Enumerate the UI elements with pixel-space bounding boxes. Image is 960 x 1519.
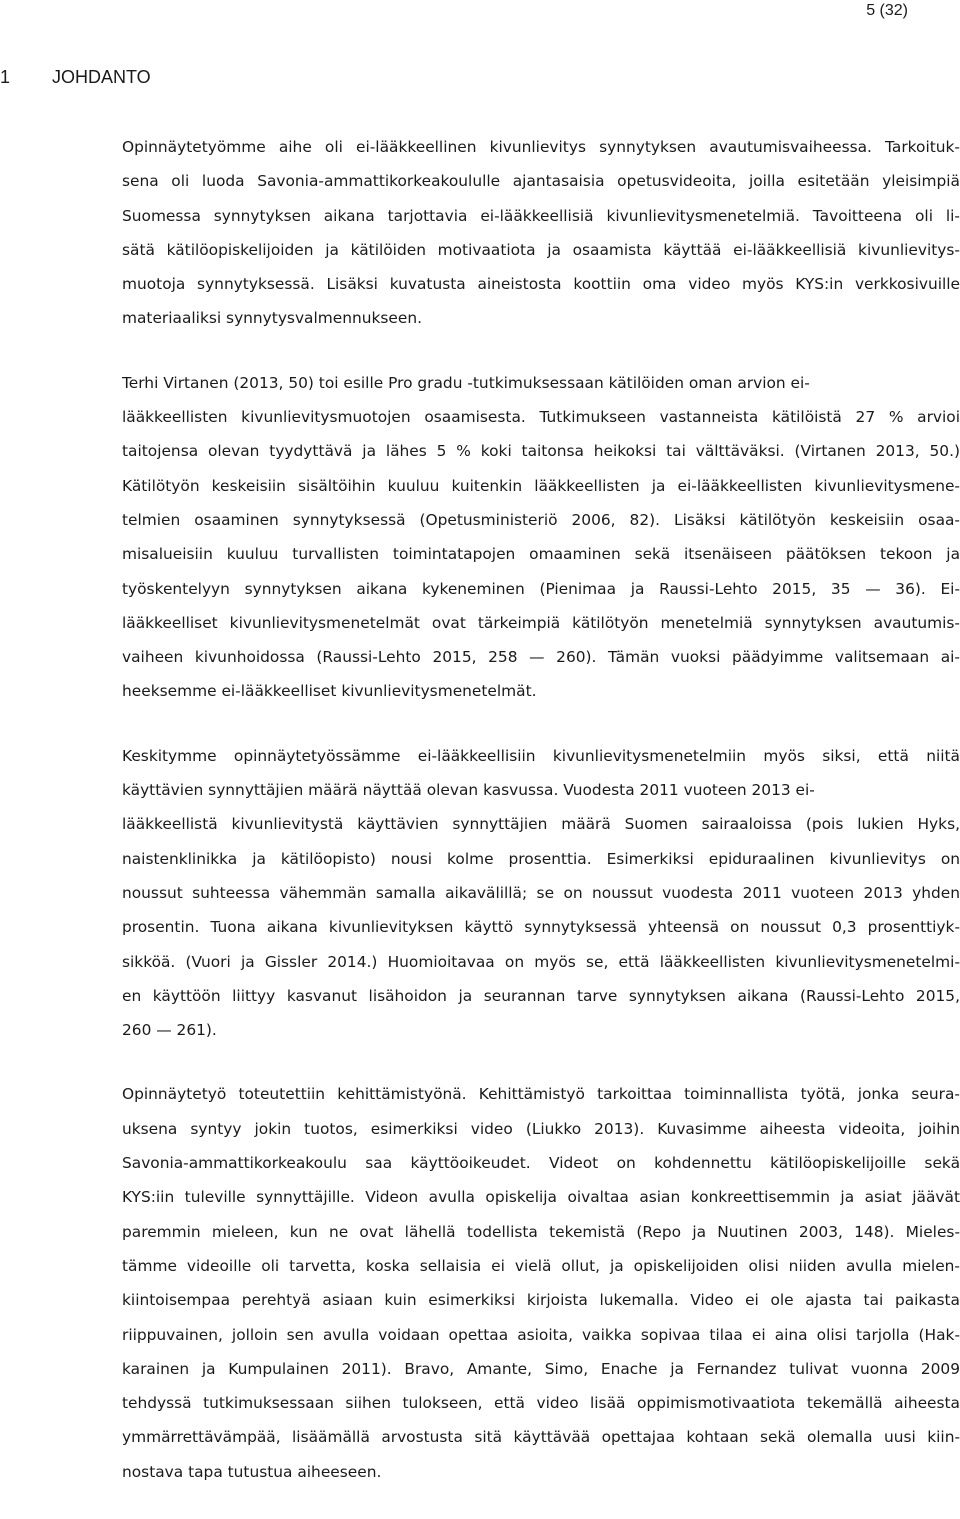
text-line: kiintoisempaa perehtyä asiaan kuin esimerkiksi kirjoista lukemalla. Video ei ole ajasta tai paikasta bbox=[122, 1291, 960, 1310]
text-line: Savonia-ammattikorkeakoulu saa käyttöoikeudet. Videot on kohdennettu kätilöopiskelijoille sekä bbox=[122, 1154, 960, 1173]
text-line: tämme videoille oli tarvetta, koska sellaisia ei vielä ollut, ja opiskelijoiden olisi niiden avulla mielen- bbox=[122, 1256, 960, 1275]
text-line: sena oli luoda Savonia-ammattikorkeakoululle ajantasaisia opetusvideoita, joilla esitetään yleisimpiä bbox=[122, 172, 960, 191]
text-line: karainen ja Kumpulainen 2011). Bravo, Amante, Simo, Enache ja Fernandez tulivat vuonna 2009 bbox=[122, 1359, 960, 1378]
text-line: Suomessa synnytyksen aikana tarjottavia ei-lääkkeellisiä kivunlievitysmenetelmiä. Tavoitteena oli li- bbox=[122, 206, 960, 225]
text-line: heeksemme ei-lääkkeelliset kivunlievitysmenetelmät. bbox=[122, 682, 537, 701]
text-line: taitojensa olevan tyydyttävä ja lähes 5 % koki taitonsa heikoksi tai välttäväksi. (Virtanen 2013, 50.) bbox=[122, 442, 960, 461]
text-line: Keskitymme opinnäytetyössämme ei-lääkkeellisiin kivunlievitysmenetelmiin myös siksi, että niitä bbox=[122, 746, 960, 765]
page-number: 5 (32) bbox=[866, 2, 908, 19]
chapter-heading bbox=[0, 65, 151, 89]
paragraph bbox=[122, 739, 960, 1048]
text-line: Opinnäytetyö toteutettiin kehittämistyönä. Kehittämistyö tarkoittaa toiminnallista työtä, jonka seura- bbox=[122, 1085, 960, 1104]
text-line: sätä kätilöopiskelijoiden ja kätilöiden motivaatiota ja osaamista käyttää ei-lääkkeellisiä kivunlievitys- bbox=[122, 240, 960, 259]
text-line: käyttävien synnyttäjien määrä näyttää olevan kasvussa. Vuodesta 2011 vuoteen 2013 ei- bbox=[122, 781, 815, 800]
text-line: ymmärrettävämpää, lisäämällä arvostusta sitä käyttävää opettajaa kohtaan sekä olemalla uusi kiin- bbox=[122, 1428, 960, 1447]
paragraph bbox=[122, 366, 960, 709]
text-line: nostava tapa tutustua aiheeseen. bbox=[122, 1462, 382, 1481]
chapter-title: JOHDANTO bbox=[52, 67, 151, 87]
text-line: lääkkeellisten kivunlievitysmuotojen osaamisesta. Tutkimukseen vastanneista kätilöistä 27 % arvioi bbox=[122, 408, 960, 427]
text-line: en käyttöön liittyy kasvanut lisähoidon ja seurannan tarve synnytyksen aikana (Raussi-Lehto 2015, bbox=[122, 986, 960, 1005]
text-line: muotoja synnytyksessä. Lisäksi kuvatusta aineistosta koottiin oma video myös KYS:in verkkosivuille bbox=[122, 275, 960, 294]
text-line: Kätilötyön keskeisiin sisältöihin kuuluu kuitenkin lääkkeellisten ja ei-lääkkeellisten kivunlievitysmene- bbox=[122, 476, 960, 495]
text-line: Opinnäytetyömme aihe oli ei-lääkkeellinen kivunlievitys synnytyksen avautumisvaiheessa. Tarkoituk- bbox=[122, 138, 960, 156]
body-text bbox=[122, 130, 960, 1519]
text-line: sikköä. (Vuori ja Gissler 2014.) Huomioitavaa on myös se, että lääkkeellisten kivunlievitysmenetelmi- bbox=[122, 952, 960, 971]
text-line: prosentin. Tuona aikana kivunlievityksen käyttö synnytyksessä yhteensä on noussut 0,3 prosenttiyk- bbox=[122, 918, 960, 937]
text-line: riippuvainen, jolloin sen avulla voidaan opettaa asioita, vaikka sopivaa tilaa ei aina olisi tarjolla (Hak- bbox=[122, 1325, 960, 1344]
chapter-number: 1 bbox=[0, 67, 11, 87]
text-line: 260 — 261). bbox=[122, 1021, 217, 1040]
text-line: noussut suhteessa vähemmän samalla aikavälillä; se on noussut vuodesta 2011 vuoteen 2013 yhden bbox=[122, 883, 960, 902]
paragraph bbox=[122, 130, 960, 336]
text-line: työskentelyyn synnytyksen aikana kykeneminen (Pienimaa ja Raussi-Lehto 2015, 35 — 36). Ei- bbox=[122, 579, 960, 598]
text-line: vaiheen kivunhoidossa (Raussi-Lehto 2015, 258 — 260). Tämän vuoksi päädyimme valitsemaan ai- bbox=[122, 648, 960, 667]
text-line: KYS:iin tuleville synnyttäjille. Videon avulla opiskelija oivaltaa asian konkreettisemmin ja asiat jäävät bbox=[122, 1188, 960, 1207]
text-line: materiaaliksi synnytysvalmennukseen. bbox=[122, 309, 423, 328]
text-line: lääkkeellistä kivunlievitystä käyttävien synnyttäjien määrä Suomen sairaaloissa (pois lukien Hyks, bbox=[122, 815, 960, 834]
text-line: misalueisiin kuuluu turvallisten toimintatapojen omaaminen sekä itsenäiseen päätöksen tekoon ja bbox=[122, 545, 960, 564]
paragraph bbox=[122, 1077, 960, 1489]
text-line: lääkkeelliset kivunlievitysmenetelmät ovat tärkeimpiä kätilötyön menetelmiä synnytyksen avautumis- bbox=[122, 613, 960, 632]
text-line: Terhi Virtanen (2013, 50) toi esille Pro gradu -tutkimuksessaan kätilöiden oman arvion ei- bbox=[122, 373, 810, 392]
text-line: uksena syntyy jokin tuotos, esimerkiksi video (Liukko 2013). Kuvasimme aiheesta videoita, joihin bbox=[122, 1119, 960, 1138]
text-line: paremmin mieleen, kun ne ovat lähellä todellista tekemistä (Repo ja Nuutinen 2003, 148). Mieles- bbox=[122, 1222, 960, 1241]
text-line: naistenklinikka ja kätilöopisto) nousi kolme prosenttia. Esimerkiksi epiduraalinen kivunlievitys on bbox=[122, 849, 960, 868]
text-line: tehdyssä tutkimuksessaan siihen tulokseen, että video lisää oppimismotivaatiota tekemällä aiheesta bbox=[122, 1394, 960, 1413]
text-line: telmien osaaminen synnytyksessä (Opetusministeriö 2006, 82). Lisäksi kätilötyön keskeisiin osaa- bbox=[122, 510, 960, 529]
